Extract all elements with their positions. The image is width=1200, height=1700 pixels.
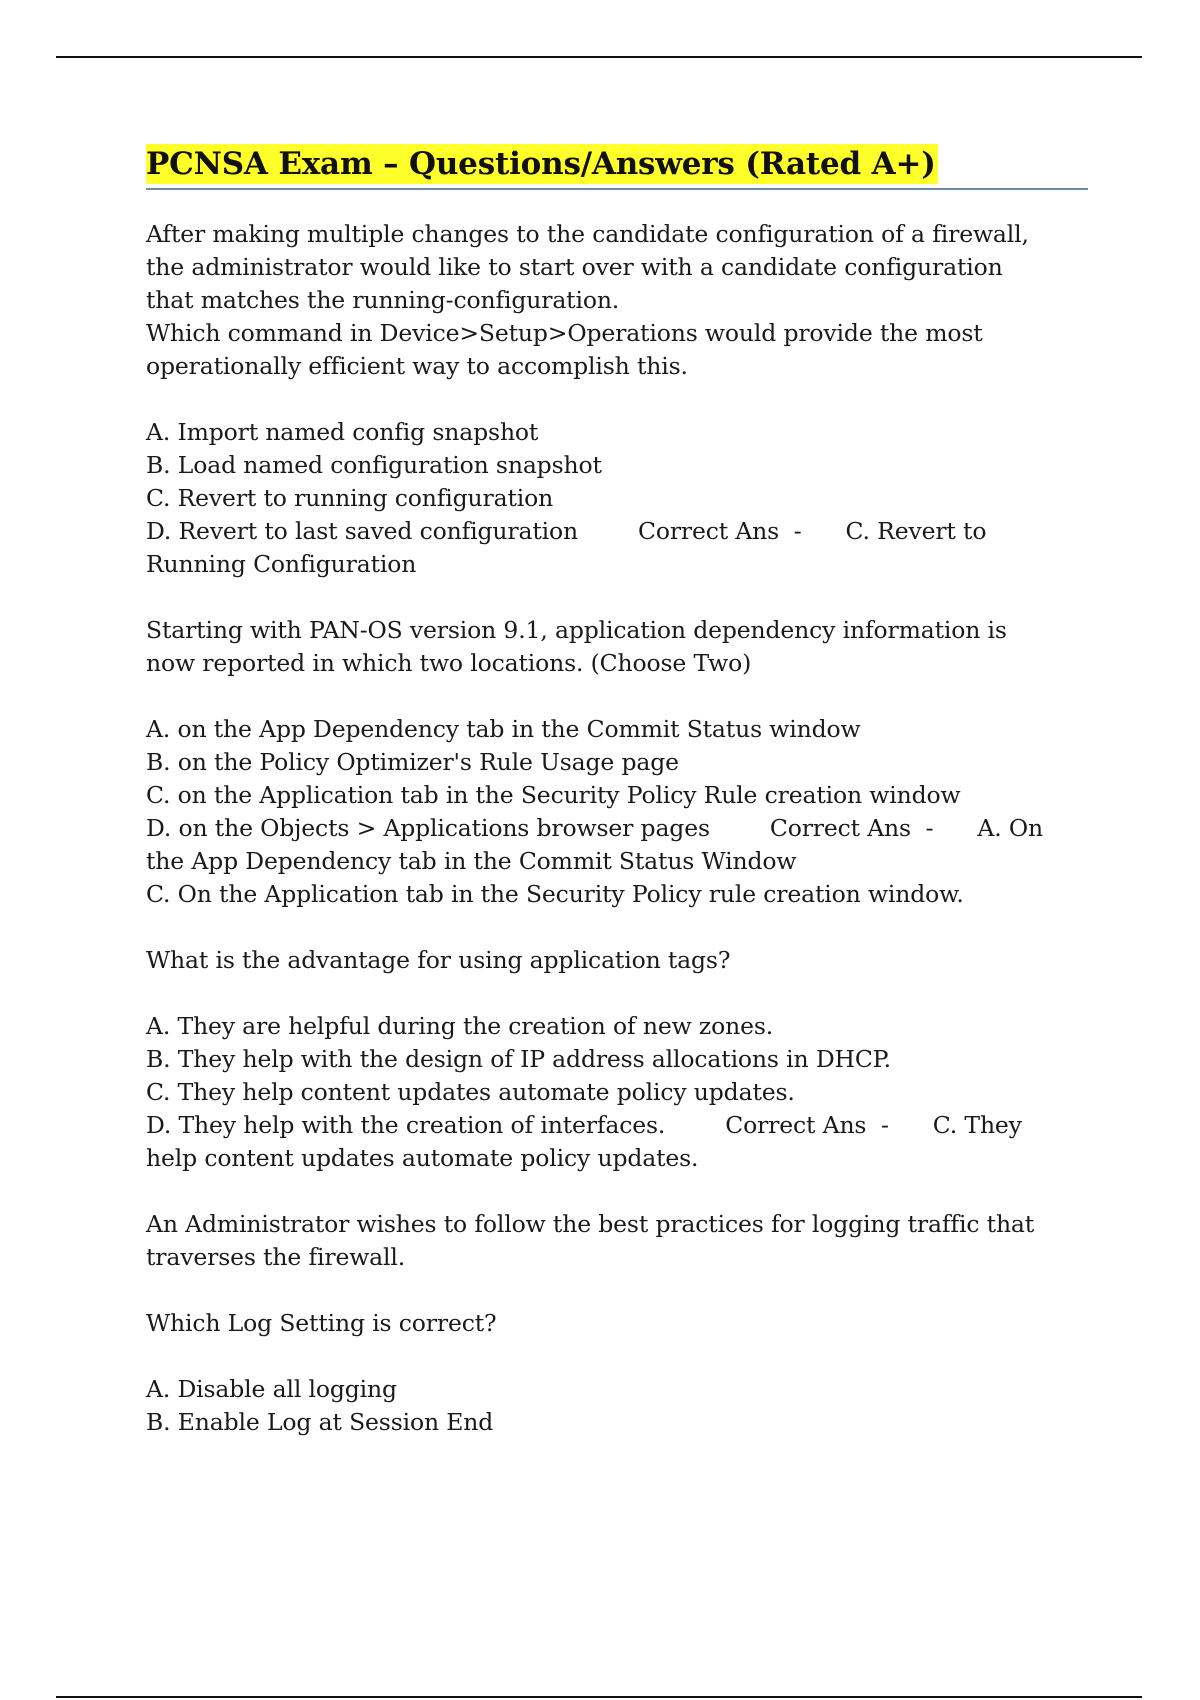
question-2 [146,614,1092,911]
answer-option: A. on the App Dependency tab in the Commit Status window [146,715,861,743]
answer-option: A. Import named config snapshot [146,418,539,446]
answer-option: C. on the Application tab in the Security Policy Rule creation window [146,781,961,809]
question-stem-line: operationally efficient way to accomplish this. [146,352,688,380]
page-header-rule [56,56,1142,58]
answer-option: D. Revert to last saved configuration [146,517,578,545]
paragraph-gap [146,1340,1092,1373]
question-stem-line: What is the advantage for using application tags? [146,946,731,974]
correct-answer-value: A. On [977,814,1043,842]
paragraph-gap [146,911,1092,944]
question-stem-line: now reported in which two locations. (Choose Two) [146,649,752,677]
question-sub-prompt: Which Log Setting is correct? [146,1309,497,1337]
paragraph-gap [146,977,1092,1010]
correct-answer-label: Correct Ans - [769,814,934,842]
answer-option: C. Revert to running configuration [146,484,554,512]
question-stem-line: After making multiple changes to the candidate configuration of a firewall, [146,220,1029,248]
correct-answer-continued: help content updates automate policy updates. [146,1144,699,1172]
answer-option: D. They help with the creation of interfaces. [146,1111,666,1139]
correct-answer-continued: C. On the Application tab in the Security Policy rule creation window. [146,880,964,908]
correct-answer-label: Correct Ans - [725,1111,889,1139]
question-stem-line: Starting with PAN-OS version 9.1, application dependency information is [146,616,1007,644]
question-1 [146,218,1092,581]
answer-option: B. on the Policy Optimizer's Rule Usage page [146,748,679,776]
correct-answer-value: C. They [932,1111,1022,1139]
correct-answer-continued: the App Dependency tab in the Commit Status Window [146,847,797,875]
answer-option: A. Disable all logging [146,1375,397,1403]
question-stem-line: Which command in Device>Setup>Operations would provide the most [146,319,983,347]
answer-option: B. Enable Log at Session End [146,1408,494,1436]
question-3 [146,944,1092,1175]
answer-option-with-answer [146,515,1092,548]
document-body [146,144,1092,1439]
question-stem-line: traverses the firewall. [146,1243,406,1271]
paragraph-gap [146,1274,1092,1307]
question-4 [146,1208,1092,1439]
answer-option-with-answer [146,1109,1092,1142]
question-stem-line: the administrator would like to start over with a candidate configuration [146,253,1003,281]
correct-answer-value: C. Revert to [845,517,987,545]
correct-answer-continued: Running Configuration [146,550,417,578]
paragraph-gap [146,680,1092,713]
answer-option: C. They help content updates automate policy updates. [146,1078,795,1106]
document-title: PCNSA Exam – Questions/Answers (Rated A+) [146,146,936,182]
paragraph-gap [146,383,1092,416]
answer-option-with-answer [146,812,1092,845]
correct-answer-label: Correct Ans - [637,517,802,545]
answer-option: A. They are helpful during the creation of new zones. [146,1012,774,1040]
question-stem-line: An Administrator wishes to follow the best practices for logging traffic that [146,1210,1035,1238]
paragraph-gap [146,1175,1092,1208]
paragraph-gap [146,581,1092,614]
question-stem-line: that matches the running-configuration. [146,286,620,314]
answer-option: B. Load named configuration snapshot [146,451,602,479]
answer-option: B. They help with the design of IP address allocations in DHCP. [146,1045,891,1073]
page-footer-rule [56,1696,1142,1698]
answer-option: D. on the Objects > Applications browser pages [146,814,710,842]
title-block [146,144,1088,190]
